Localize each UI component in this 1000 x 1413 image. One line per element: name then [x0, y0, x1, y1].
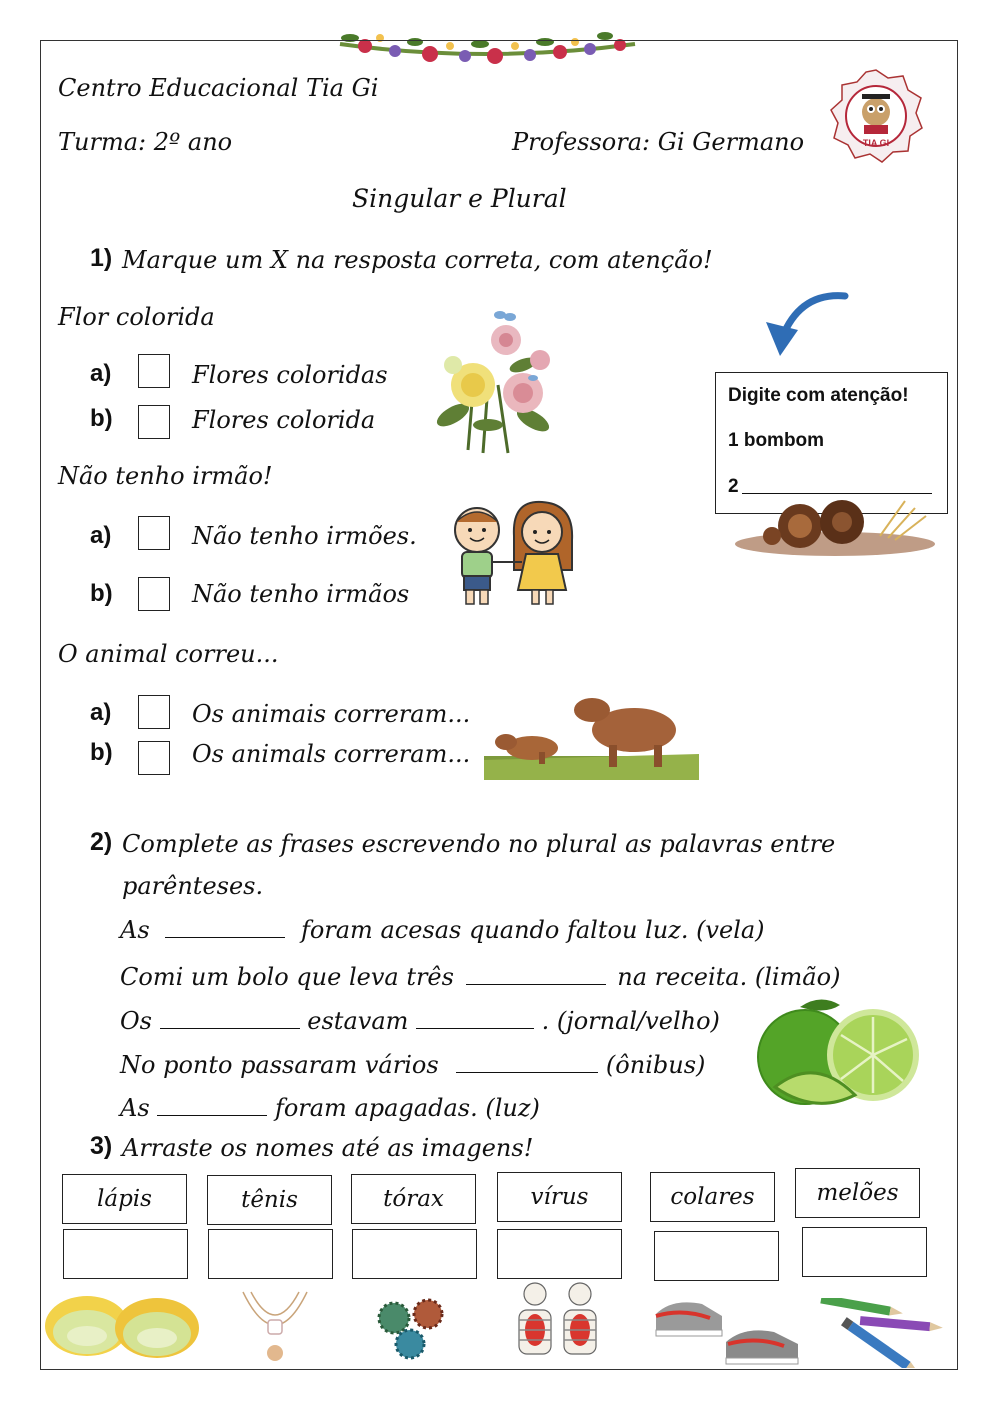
q2-instruction-line2: parênteses.	[122, 872, 264, 900]
q1-item2-checkbox-b[interactable]	[138, 577, 170, 611]
typing-answer-input[interactable]	[742, 493, 932, 494]
q1-item3-letter-a: a)	[90, 699, 112, 726]
q1-item1-option-a: Flores coloridas	[192, 361, 388, 389]
word-card-torax[interactable]: tórax	[351, 1174, 476, 1224]
q2-sentence2-before: Comi um bolo que leva três	[120, 963, 454, 991]
word-card-meloes[interactable]: melões	[795, 1168, 920, 1218]
q1-item1-checkbox-a[interactable]	[138, 354, 170, 388]
drop-target-1[interactable]	[63, 1229, 188, 1279]
sneakers-image	[652, 1292, 802, 1372]
skeleton-torso-image	[505, 1280, 610, 1370]
q1-item2-letter-b: b)	[90, 580, 113, 607]
word-card-tenis[interactable]: tênis	[207, 1175, 332, 1225]
q2-sentence3-after: . (jornal/velho)	[541, 1007, 720, 1035]
q1-item1-prompt: Flor colorida	[58, 303, 215, 331]
q1-instruction: Marque um X na resposta correta, com atenção!	[122, 246, 713, 274]
q2-sentence3-middle: estavam	[307, 1007, 409, 1035]
q2-sentence1-after: foram acesas quando faltou luz. (vela)	[300, 916, 765, 944]
q2-sentence2-after: na receita. (limão)	[617, 963, 841, 991]
school-logo	[828, 68, 924, 164]
drop-target-3[interactable]	[352, 1229, 477, 1279]
q2-number: 2)	[90, 828, 113, 856]
q1-item3-checkbox-b[interactable]	[138, 741, 170, 775]
drop-target-4[interactable]	[497, 1229, 622, 1279]
bonbon-chocolates-image	[730, 496, 940, 558]
q2-sentence3-before: Os	[120, 1007, 152, 1035]
q1-item3-option-b: Os animals correram...	[192, 740, 471, 768]
q2-sentence5-blank[interactable]	[157, 1093, 267, 1116]
q2-sentence2	[120, 962, 840, 991]
q1-number: 1)	[90, 244, 113, 272]
school-name: Centro Educacional Tia Gi	[58, 74, 379, 102]
page-title: Singular e Plural	[352, 184, 567, 213]
q2-instruction-line1: Complete as frases escrevendo no plural as palavras entre	[122, 830, 836, 858]
lime-fruit-image	[745, 995, 930, 1113]
q1-item2-option-b: Não tenho irmãos	[192, 580, 410, 608]
q2-sentence5-after: foram apagadas. (luz)	[274, 1094, 540, 1122]
q1-item2-checkbox-a[interactable]	[138, 516, 170, 550]
capybaras-image	[484, 690, 699, 780]
q2-sentence4-blank[interactable]	[456, 1050, 598, 1073]
q2-sentence1	[120, 915, 765, 944]
q3-instruction: Arraste os nomes até as imagens!	[122, 1134, 534, 1162]
q1-item3-checkbox-a[interactable]	[138, 695, 170, 729]
q2-sentence2-blank[interactable]	[466, 962, 606, 985]
q1-item3-letter-b: b)	[90, 739, 113, 766]
q2-sentence1-before: As	[120, 916, 150, 944]
q2-sentence1-blank[interactable]	[165, 915, 285, 938]
necklace-image	[235, 1288, 315, 1368]
q2-sentence3-blank1[interactable]	[160, 1006, 300, 1029]
word-card-lapis[interactable]: lápis	[62, 1174, 187, 1224]
q3-number: 3)	[90, 1132, 113, 1160]
q1-item1-option-b: Flores colorida	[192, 406, 376, 434]
q2-sentence5	[120, 1093, 540, 1122]
curved-arrow-icon	[760, 290, 850, 360]
typing-answer-box	[715, 372, 948, 514]
pencils-image	[815, 1298, 945, 1368]
q1-item1-checkbox-b[interactable]	[138, 405, 170, 439]
q2-sentence4-before: No ponto passaram vários	[120, 1051, 439, 1079]
class-label: Turma: 2º ano	[58, 128, 233, 156]
q1-item3-prompt: O animal correu...	[58, 640, 279, 668]
typing-box-title: Digite com atenção!	[728, 385, 909, 406]
drop-target-6[interactable]	[802, 1227, 927, 1277]
melons-image	[42, 1288, 202, 1368]
q2-sentence3	[120, 1006, 720, 1035]
typing-box-line2-number: 2	[728, 476, 739, 497]
virus-image	[372, 1296, 452, 1362]
q1-item3-option-a: Os animais correram...	[192, 700, 471, 728]
q1-item1-letter-b: b)	[90, 405, 113, 432]
word-card-virus[interactable]: vírus	[497, 1172, 622, 1222]
logo-text: TIA GI	[862, 138, 890, 148]
siblings-kids-image	[442, 500, 582, 610]
q2-sentence4	[120, 1050, 705, 1079]
q1-item2-letter-a: a)	[90, 522, 112, 549]
q1-item2-option-a: Não tenho irmões.	[192, 522, 417, 550]
word-card-colares[interactable]: colares	[650, 1172, 775, 1222]
q2-sentence5-before: As	[120, 1094, 150, 1122]
q2-sentence3-blank2[interactable]	[416, 1006, 534, 1029]
q2-sentence4-after: (ônibus)	[605, 1051, 706, 1079]
typing-box-line1: 1 bombom	[728, 430, 825, 451]
q1-item2-prompt: Não tenho irmão!	[58, 462, 273, 490]
flower-bouquet-image	[428, 305, 563, 455]
drop-target-2[interactable]	[208, 1229, 333, 1279]
teacher-label: Professora: Gi Germano	[512, 128, 805, 156]
drop-target-5[interactable]	[654, 1231, 779, 1281]
q1-item1-letter-a: a)	[90, 360, 112, 387]
